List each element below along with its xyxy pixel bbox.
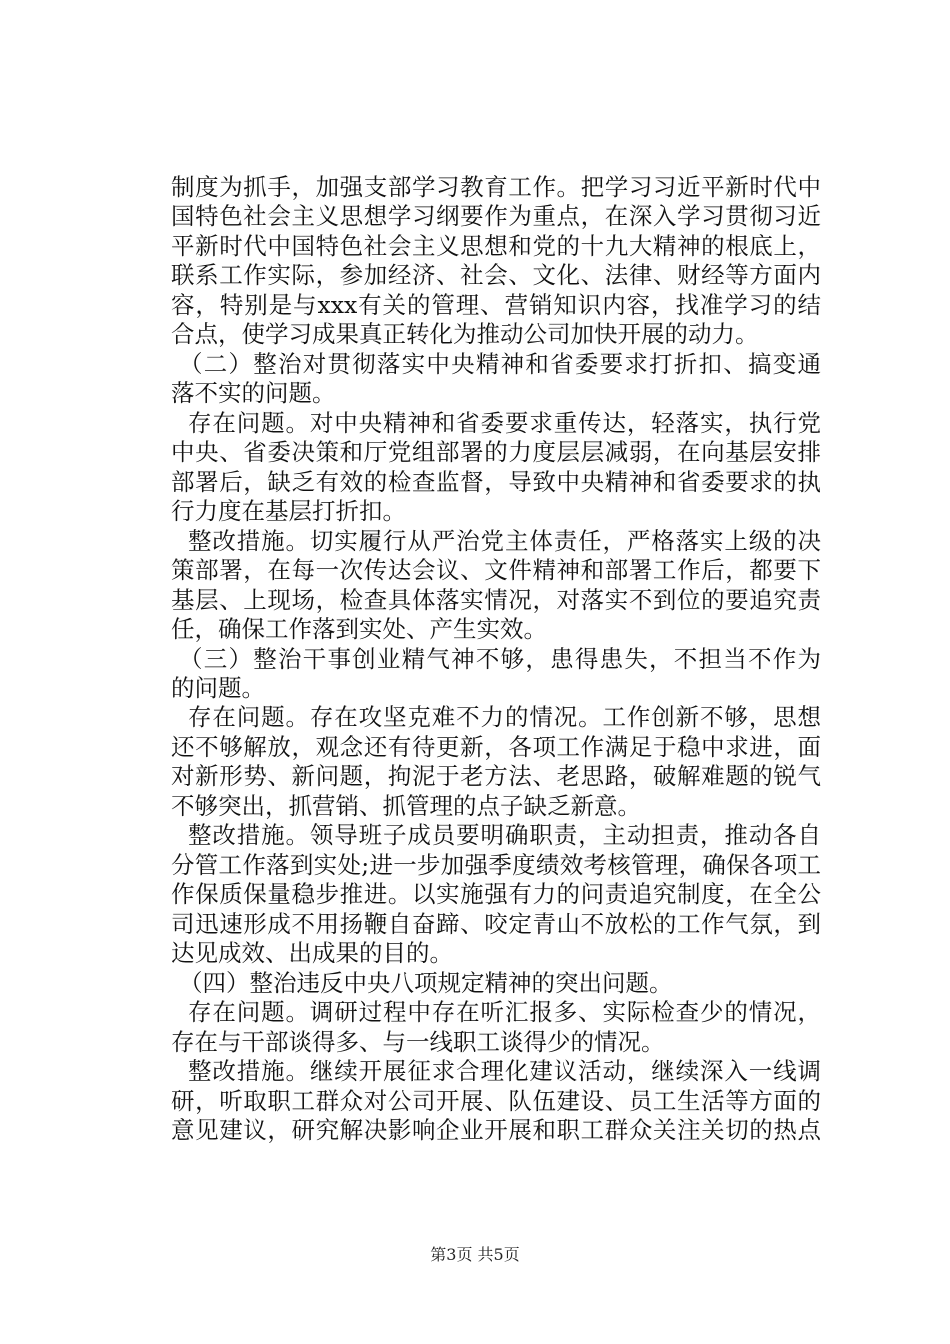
paragraph-line: 整改措施。切实履行从严治党主体责任，严格落实上级的决 [188, 527, 821, 555]
paragraph-line: 分管工作落到实处;进一步加强季度绩效考核管理，确保各项工 [171, 851, 821, 879]
page-number-footer: 第3页 共5页 [430, 1245, 520, 1264]
paragraph-line: 容，特别是与xxx有关的管理、营销知识内容，找准学习的结 [171, 291, 821, 319]
paragraph-line: 不够突出，抓营销、抓管理的点子缺乏新意。 [171, 792, 641, 820]
paragraph-line: 行力度在基层打折扣。 [171, 497, 406, 525]
paragraph-line: 意见建议，研究解决影响企业开展和职工群众关注关切的热点 [171, 1116, 821, 1144]
paragraph-line: 司迅速形成不用扬鞭自奋蹄、咬定青山不放松的工作气氛，到 [171, 910, 821, 938]
paragraph-line: 任，确保工作落到实处、产生实效。 [171, 615, 547, 643]
section-heading: （二）整治对贯彻落实中央精神和省委要求打折扣、搞变通 [179, 350, 821, 378]
paragraph-line: 制度为抓手，加强支部学习教育工作。把学习习近平新时代中 [171, 173, 821, 201]
paragraph-line: 存在问题。对中央精神和省委要求重传达，轻落实，执行党 [188, 409, 821, 437]
paragraph-line: 基层、上现场，检查具体落实情况，对落实不到位的要追究责 [171, 586, 821, 614]
paragraph-line: 中央、省委决策和厅党组部署的力度层层减弱，在向基层安排 [171, 438, 821, 466]
paragraph-line: 达见成效、出成果的目的。 [171, 939, 453, 967]
paragraph-line: 整改措施。继续开展征求合理化建议活动，继续深入一线调 [188, 1057, 821, 1085]
paragraph-line: 平新时代中国特色社会主义思想和党的十九大精神的根底上， [171, 232, 821, 260]
section-heading-continued: 落不实的问题。 [171, 379, 336, 407]
paragraph-line: 对新形势、新问题，拘泥于老方法、老思路，破解难题的锐气 [171, 762, 821, 790]
paragraph-line: 存在与干部谈得多、与一线职工谈得少的情况。 [171, 1028, 665, 1056]
section-heading: （三）整治干事创业精气神不够，患得患失，不担当不作为 [179, 645, 821, 673]
section-heading: （四）整治违反中央八项规定精神的突出问题。 [179, 969, 673, 997]
paragraph-line: 部署后，缺乏有效的检查监督，导致中央精神和省委要求的执 [171, 468, 821, 496]
paragraph-line: 合点，使学习成果真正转化为推动公司加快开展的动力。 [171, 320, 759, 348]
paragraph-line: 存在问题。调研过程中存在听汇报多、实际检查少的情况， [188, 998, 821, 1026]
paragraph-line: 整改措施。领导班子成员要明确职责，主动担责，推动各自 [188, 821, 821, 849]
paragraph-line: 存在问题。存在攻坚克难不力的情况。工作创新不够，思想 [188, 703, 821, 731]
paragraph-line: 研，听取职工群众对公司开展、队伍建设、员工生活等方面的 [171, 1087, 821, 1115]
paragraph-line: 还不够解放，观念还有待更新，各项工作满足于稳中求进，面 [171, 733, 821, 761]
paragraph-line: 策部署，在每一次传达会议、文件精神和部署工作后，都要下 [171, 556, 821, 584]
section-heading-continued: 的问题。 [171, 674, 265, 702]
paragraph-line: 作保质保量稳步推进。以实施强有力的问责追究制度，在全公 [171, 880, 821, 908]
paragraph-line: 国特色社会主义思想学习纲要作为重点，在深入学习贯彻习近 [171, 202, 821, 230]
paragraph-line: 联系工作实际，参加经济、社会、文化、法律、财经等方面内 [171, 261, 821, 289]
